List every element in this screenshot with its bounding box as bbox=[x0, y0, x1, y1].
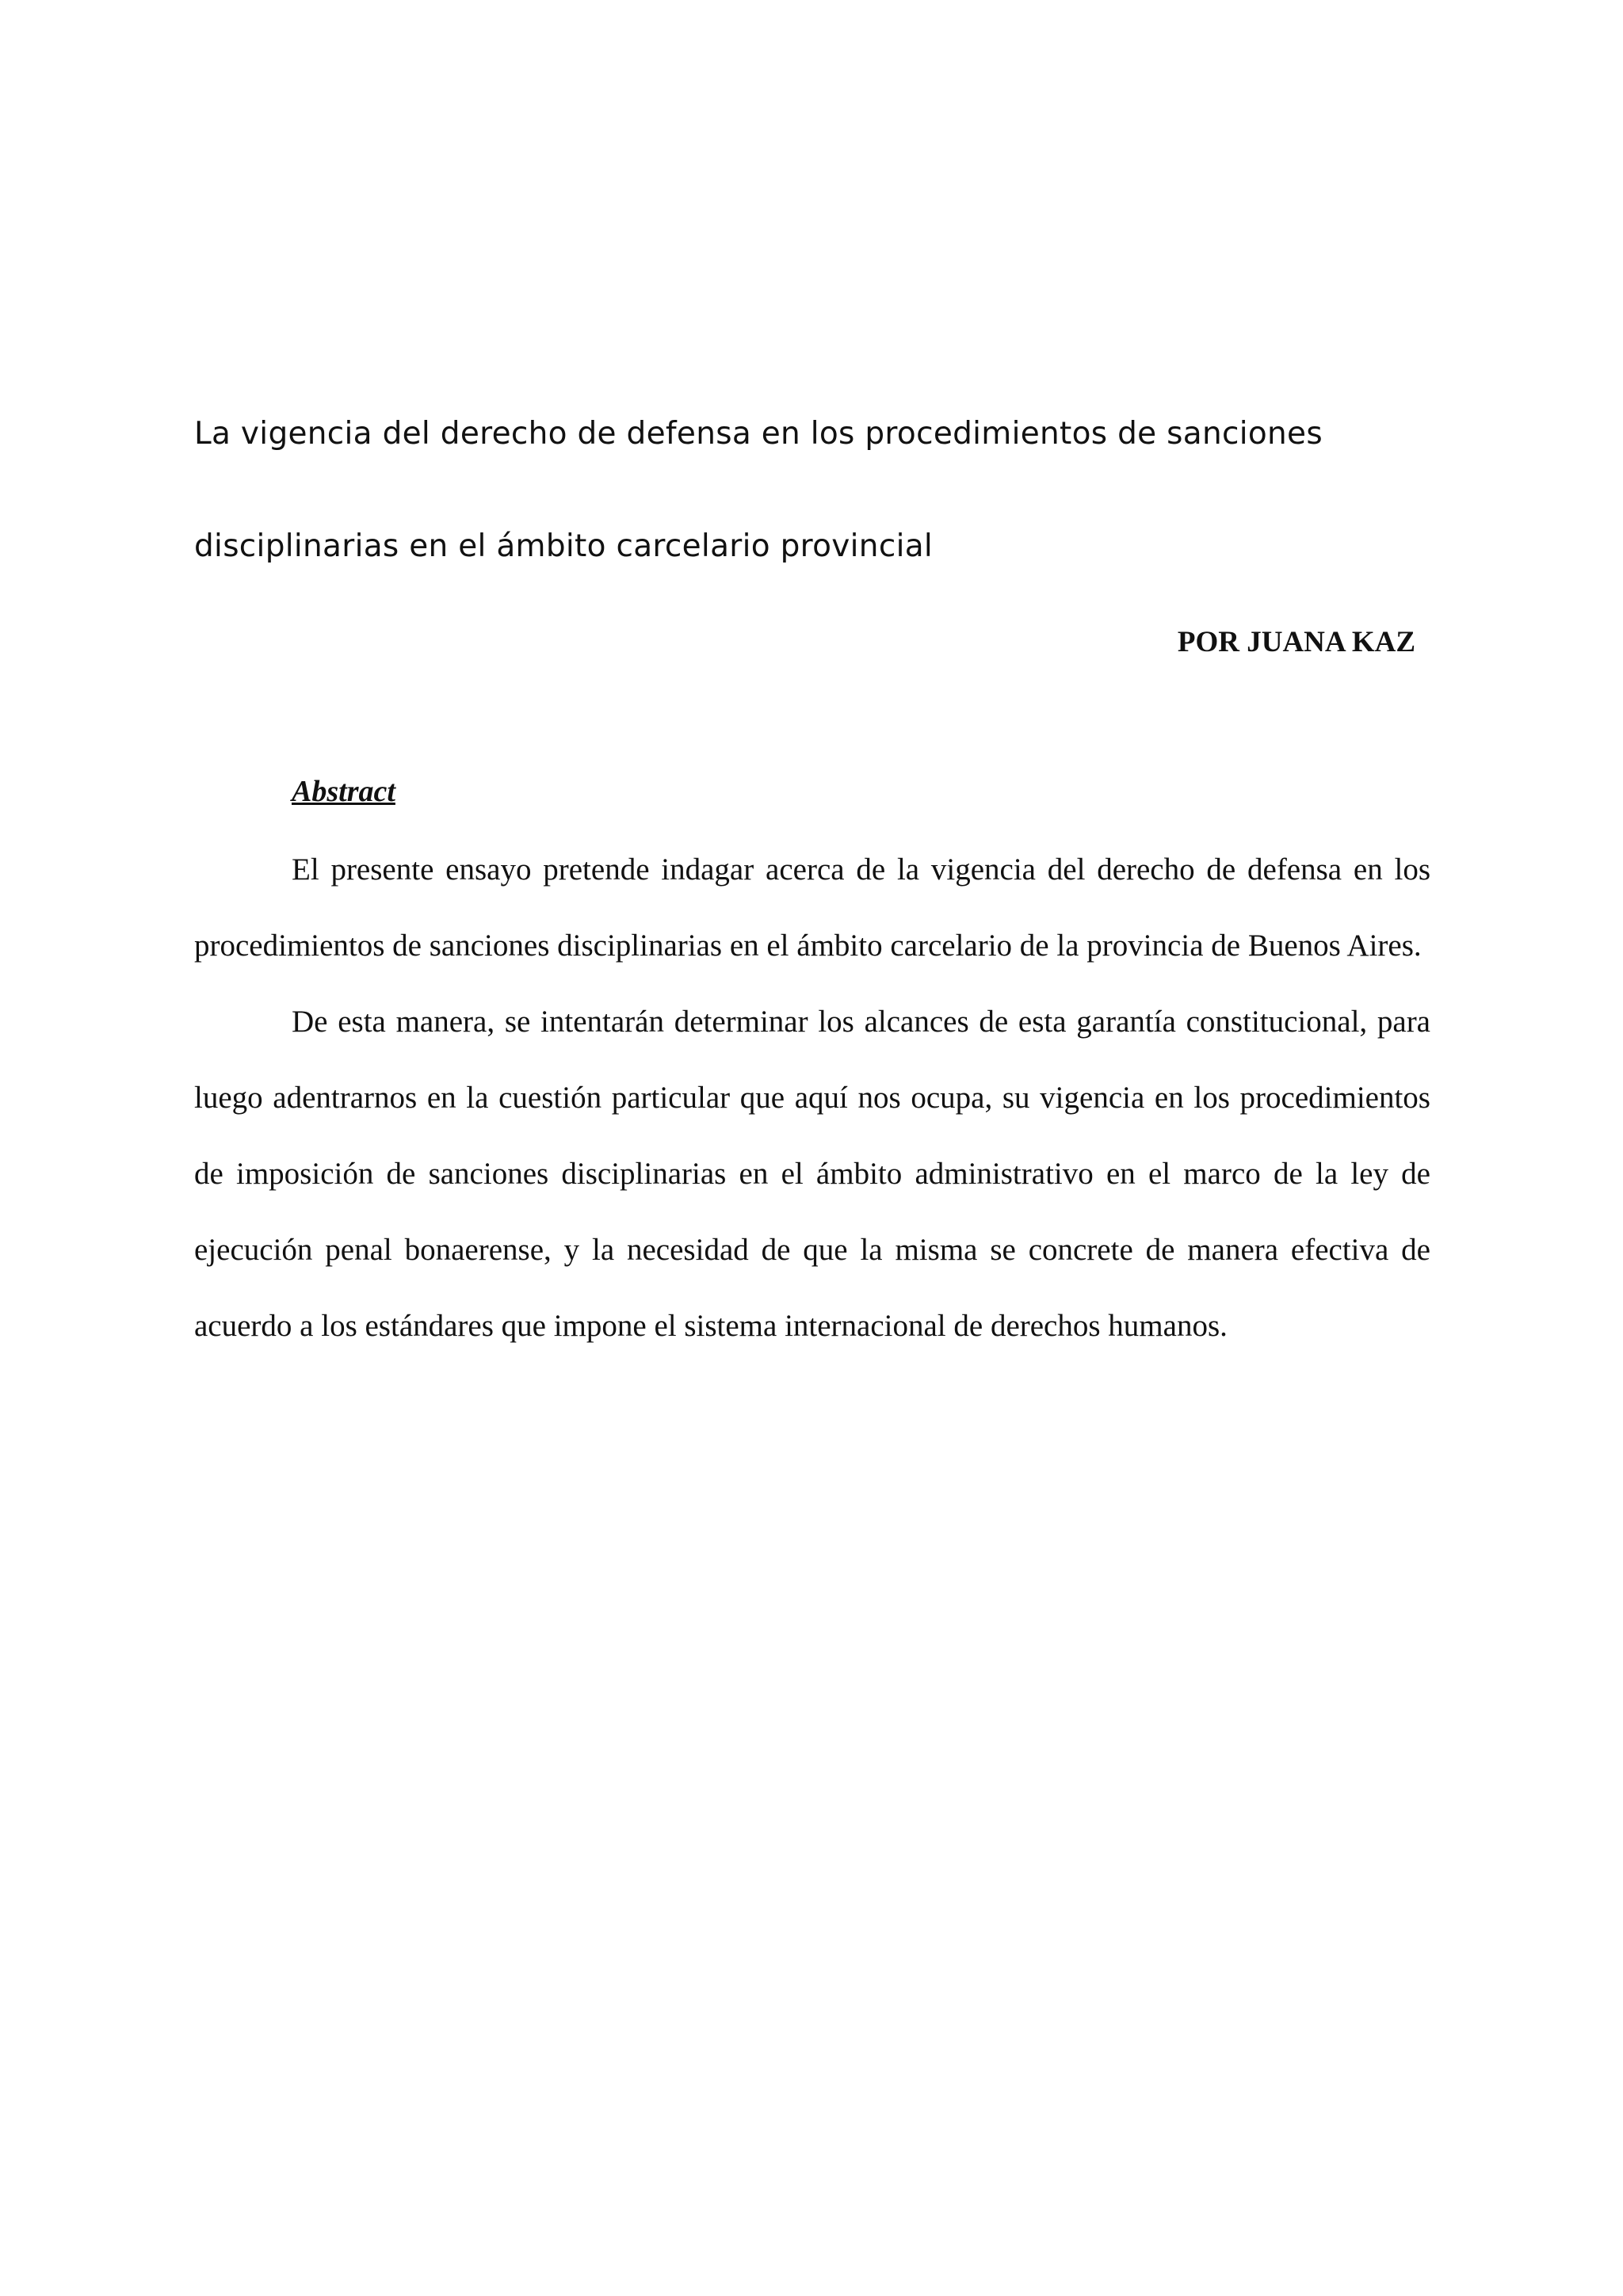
abstract-paragraph-2 bbox=[194, 984, 1430, 1364]
abstract-heading: Abstract bbox=[292, 775, 395, 808]
paragraph-text: De esta manera, se intentarán determinar los alcances de esta garantía constitucional, para luego adentrarnos en la cuestión particular que aquí nos ocupa, su vigencia en los procedimientos de imposición de sanciones disciplinarias en el ámbito administrativo en el marco de la ley de ejecución penal bonaerense, y la necesidad de que la misma se concrete de manera efectiva de acuerdo a los estándares que impone el sistema internacional de derechos humanos. bbox=[194, 1005, 1430, 1343]
author-byline: POR JUANA KAZ bbox=[1177, 626, 1415, 658]
document-title-line-2: disciplinarias en el ámbito carcelario provincial bbox=[194, 528, 934, 564]
abstract-paragraph-1 bbox=[194, 832, 1430, 984]
document-title-line-1: La vigencia del derecho de defensa en los procedimientos de sanciones bbox=[194, 416, 1323, 452]
paragraph-text: El presente ensayo pretende indagar acerca de la vigencia del derecho de defensa en los procedimientos de sanciones disciplinarias en el ámbito carcelario de la provincia de Buenos Aires. bbox=[194, 852, 1430, 963]
